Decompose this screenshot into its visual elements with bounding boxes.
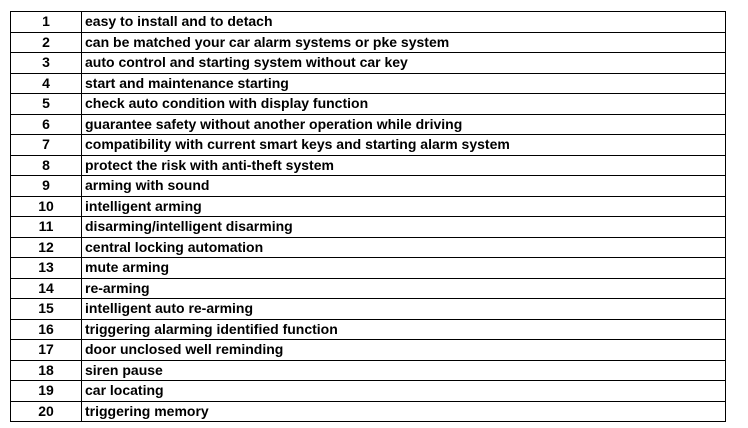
row-number: 8 bbox=[11, 155, 82, 176]
row-number: 12 bbox=[11, 237, 82, 258]
row-number: 4 bbox=[11, 73, 82, 94]
row-description: guarantee safety without another operation while driving bbox=[82, 114, 726, 135]
table-row bbox=[11, 176, 726, 197]
table-row bbox=[11, 114, 726, 135]
row-description: compatibility with current smart keys and starting alarm system bbox=[82, 135, 726, 156]
row-number: 16 bbox=[11, 319, 82, 340]
row-number: 9 bbox=[11, 176, 82, 197]
row-description: check auto condition with display function bbox=[82, 94, 726, 115]
row-number: 10 bbox=[11, 196, 82, 217]
row-number: 3 bbox=[11, 53, 82, 74]
table-row bbox=[11, 319, 726, 340]
row-number: 6 bbox=[11, 114, 82, 135]
row-number: 11 bbox=[11, 217, 82, 238]
row-description: car locating bbox=[82, 381, 726, 402]
row-number: 13 bbox=[11, 258, 82, 279]
row-number: 1 bbox=[11, 12, 82, 33]
table-row bbox=[11, 258, 726, 279]
row-number: 2 bbox=[11, 32, 82, 53]
feature-table-container bbox=[10, 11, 726, 422]
table-row bbox=[11, 94, 726, 115]
table-row bbox=[11, 340, 726, 361]
table-row bbox=[11, 299, 726, 320]
row-description: door unclosed well reminding bbox=[82, 340, 726, 361]
table-row bbox=[11, 401, 726, 422]
table-row bbox=[11, 278, 726, 299]
row-description: triggering alarming identified function bbox=[82, 319, 726, 340]
row-description: triggering memory bbox=[82, 401, 726, 422]
row-description: protect the risk with anti-theft system bbox=[82, 155, 726, 176]
row-description: start and maintenance starting bbox=[82, 73, 726, 94]
table-row bbox=[11, 360, 726, 381]
row-number: 18 bbox=[11, 360, 82, 381]
row-number: 14 bbox=[11, 278, 82, 299]
table-row bbox=[11, 32, 726, 53]
row-description: arming with sound bbox=[82, 176, 726, 197]
table-row bbox=[11, 12, 726, 33]
table-row bbox=[11, 237, 726, 258]
row-description: can be matched your car alarm systems or pke system bbox=[82, 32, 726, 53]
row-description: auto control and starting system without car key bbox=[82, 53, 726, 74]
feature-table-body bbox=[11, 12, 726, 422]
row-number: 17 bbox=[11, 340, 82, 361]
row-description: re-arming bbox=[82, 278, 726, 299]
row-number: 7 bbox=[11, 135, 82, 156]
row-number: 15 bbox=[11, 299, 82, 320]
row-number: 20 bbox=[11, 401, 82, 422]
table-row bbox=[11, 217, 726, 238]
row-number: 19 bbox=[11, 381, 82, 402]
table-row bbox=[11, 381, 726, 402]
row-description: siren pause bbox=[82, 360, 726, 381]
row-description: mute arming bbox=[82, 258, 726, 279]
row-description: disarming/intelligent disarming bbox=[82, 217, 726, 238]
table-row bbox=[11, 155, 726, 176]
table-row bbox=[11, 196, 726, 217]
table-row bbox=[11, 53, 726, 74]
row-description: intelligent arming bbox=[82, 196, 726, 217]
row-description: central locking automation bbox=[82, 237, 726, 258]
row-description: intelligent auto re-arming bbox=[82, 299, 726, 320]
row-number: 5 bbox=[11, 94, 82, 115]
table-row bbox=[11, 73, 726, 94]
feature-table bbox=[10, 11, 726, 422]
row-description: easy to install and to detach bbox=[82, 12, 726, 33]
table-row bbox=[11, 135, 726, 156]
